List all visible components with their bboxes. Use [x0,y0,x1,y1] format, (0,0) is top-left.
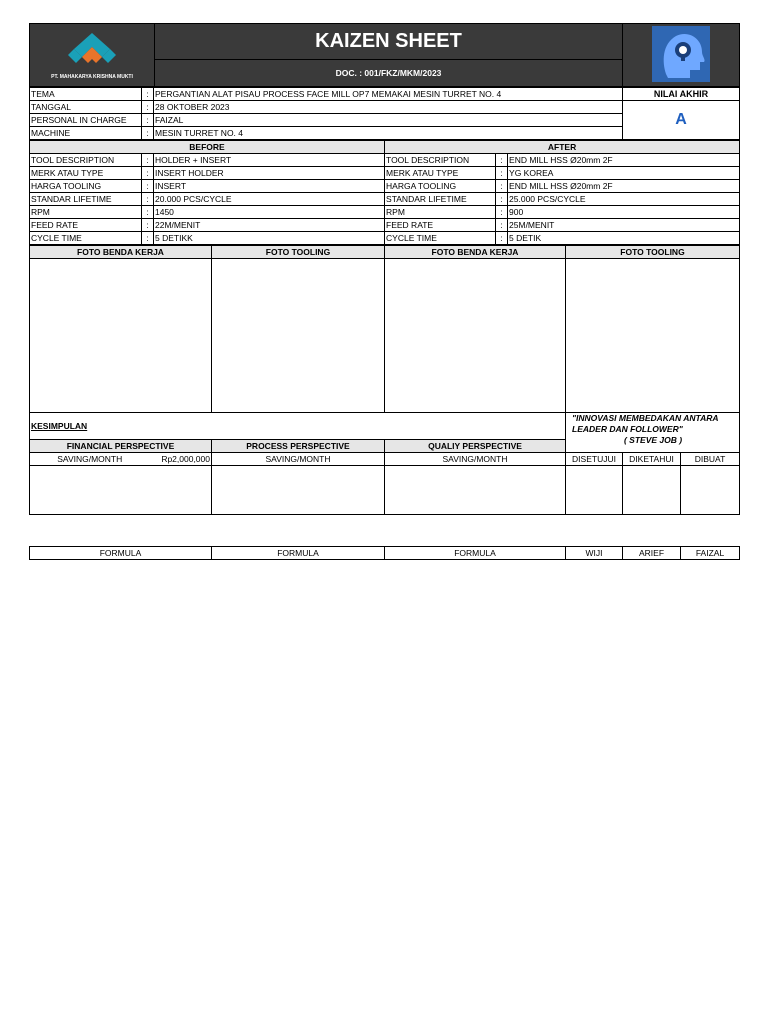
before-label: RPM [30,206,142,219]
quote-author: ( STEVE JOB ) [623,435,683,445]
after-label: CYCLE TIME [385,232,496,245]
before-label: MERK ATAU TYPE [30,167,142,180]
before-label: TOOL DESCRIPTION [30,154,142,167]
after-label: RPM [385,206,496,219]
colon: : [142,232,154,245]
colon: : [142,101,154,114]
after-header: AFTER [385,141,740,154]
financial-formula: FORMULA [30,547,212,560]
info-value: 28 OKTOBER 2023 [154,101,623,114]
colon: : [496,193,508,206]
photo-table [29,245,740,413]
company-logo-icon [62,31,122,71]
after-label: TOOL DESCRIPTION [385,154,496,167]
financial-saving-value: Rp2,000,000 [150,453,212,466]
after-label: STANDAR LIFETIME [385,193,496,206]
before-label: STANDAR LIFETIME [30,193,142,206]
conclusion-table [29,413,740,515]
info-table [29,87,740,140]
dibuat-label: DIBUAT [681,453,740,466]
diketahui-name: ARIEF [623,547,681,560]
colon: : [496,154,508,167]
quality-perspective: QUALIY PERSPECTIVE [385,440,566,453]
financial-saving-label: SAVING/MONTH [30,453,150,466]
before-label: FEED RATE [30,219,142,232]
comparison-row [30,232,740,245]
process-saving-label: SAVING/MONTH [212,453,385,466]
quote-text: "INNOVASI MEMBEDAKAN ANTARA LEADER DAN FOLLOWER" [572,413,719,434]
disetujui-label: DISETUJUI [566,453,623,466]
comparison-row [30,180,740,193]
colon: : [496,180,508,193]
disetujui-name: WIJI [566,547,623,560]
before-foto-tooling-label: FOTO TOOLING [212,246,385,259]
comparison-row [30,167,740,180]
financial-perspective: FINANCIAL PERSPECTIVE [30,440,212,453]
after-value: 900 [508,206,740,219]
after-value: 5 DETIK [508,232,740,245]
company-name: PT. MAHAKARYA KRISHNA MUKTI [51,73,133,80]
diketahui-label: DIKETAHUI [623,453,681,466]
info-label: TEMA [30,88,142,101]
after-foto-benda-kerja-label: FOTO BENDA KERJA [385,246,566,259]
comparison-row [30,154,740,167]
colon: : [142,88,154,101]
before-label: CYCLE TIME [30,232,142,245]
colon: : [142,219,154,232]
before-value: 5 DETIKK [154,232,385,245]
nilai-akhir-label: NILAI AKHIR [623,88,740,101]
header-table [29,23,740,87]
after-foto-benda-kerja [385,259,566,413]
footer-table [29,546,740,560]
colon: : [142,206,154,219]
kesimpulan-label: KESIMPULAN [30,413,566,440]
info-label: TANGGAL [30,101,142,114]
colon: : [142,154,154,167]
kaizen-sheet [29,23,739,560]
after-foto-tooling [566,259,740,413]
before-foto-benda-kerja [30,259,212,413]
diketahui-signature [623,466,681,515]
before-value: 1450 [154,206,385,219]
process-perspective: PROCESS PERSPECTIVE [212,440,385,453]
head-icon-cell [623,24,740,87]
before-value: HOLDER + INSERT [154,154,385,167]
comparison-row [30,206,740,219]
quality-saving-label: SAVING/MONTH [385,453,566,466]
after-foto-tooling-label: FOTO TOOLING [566,246,740,259]
before-value: 20.000 PCS/CYCLE [154,193,385,206]
info-value: MESIN TURRET NO. 4 [154,127,623,140]
after-label: MERK ATAU TYPE [385,167,496,180]
colon: : [142,193,154,206]
after-value: END MILL HSS Ø20mm 2F [508,180,740,193]
company-logo [30,24,155,87]
page-title: KAIZEN SHEET [155,24,623,60]
info-label: MACHINE [30,127,142,140]
before-header: BEFORE [30,141,385,154]
colon: : [142,127,154,140]
comparison-table [29,140,740,245]
info-value: PERGANTIAN ALAT PISAU PROCESS FACE MILL OP7 MEMAKAI MESIN TURRET NO. 4 [154,88,623,101]
process-box [212,466,385,515]
quality-box [385,466,566,515]
colon: : [142,114,154,127]
colon: : [142,180,154,193]
process-formula: FORMULA [212,547,385,560]
after-label: FEED RATE [385,219,496,232]
quality-formula: FORMULA [385,547,566,560]
colon: : [496,219,508,232]
colon: : [496,232,508,245]
colon: : [496,206,508,219]
comparison-row [30,219,740,232]
before-label: HARGA TOOLING [30,180,142,193]
after-value: END MILL HSS Ø20mm 2F [508,154,740,167]
info-value: FAIZAL [154,114,623,127]
colon: : [496,167,508,180]
before-foto-benda-kerja-label: FOTO BENDA KERJA [30,246,212,259]
quote [566,413,740,453]
disetujui-signature [566,466,623,515]
dibuat-signature [681,466,740,515]
after-value: YG KOREA [508,167,740,180]
doc-number: DOC. : 001/FKZ/MKM/2023 [155,59,623,86]
before-value: INSERT HOLDER [154,167,385,180]
head-idea-icon [652,26,710,82]
colon: : [142,167,154,180]
dibuat-name: FAIZAL [681,547,740,560]
before-value: 22M/MENIT [154,219,385,232]
after-label: HARGA TOOLING [385,180,496,193]
after-value: 25.000 PCS/CYCLE [508,193,740,206]
after-value: 25M/MENIT [508,219,740,232]
before-value: INSERT [154,180,385,193]
before-foto-tooling [212,259,385,413]
info-label: PERSONAL IN CHARGE [30,114,142,127]
comparison-row [30,193,740,206]
financial-box [30,466,212,515]
nilai-akhir-value: A [623,101,740,140]
